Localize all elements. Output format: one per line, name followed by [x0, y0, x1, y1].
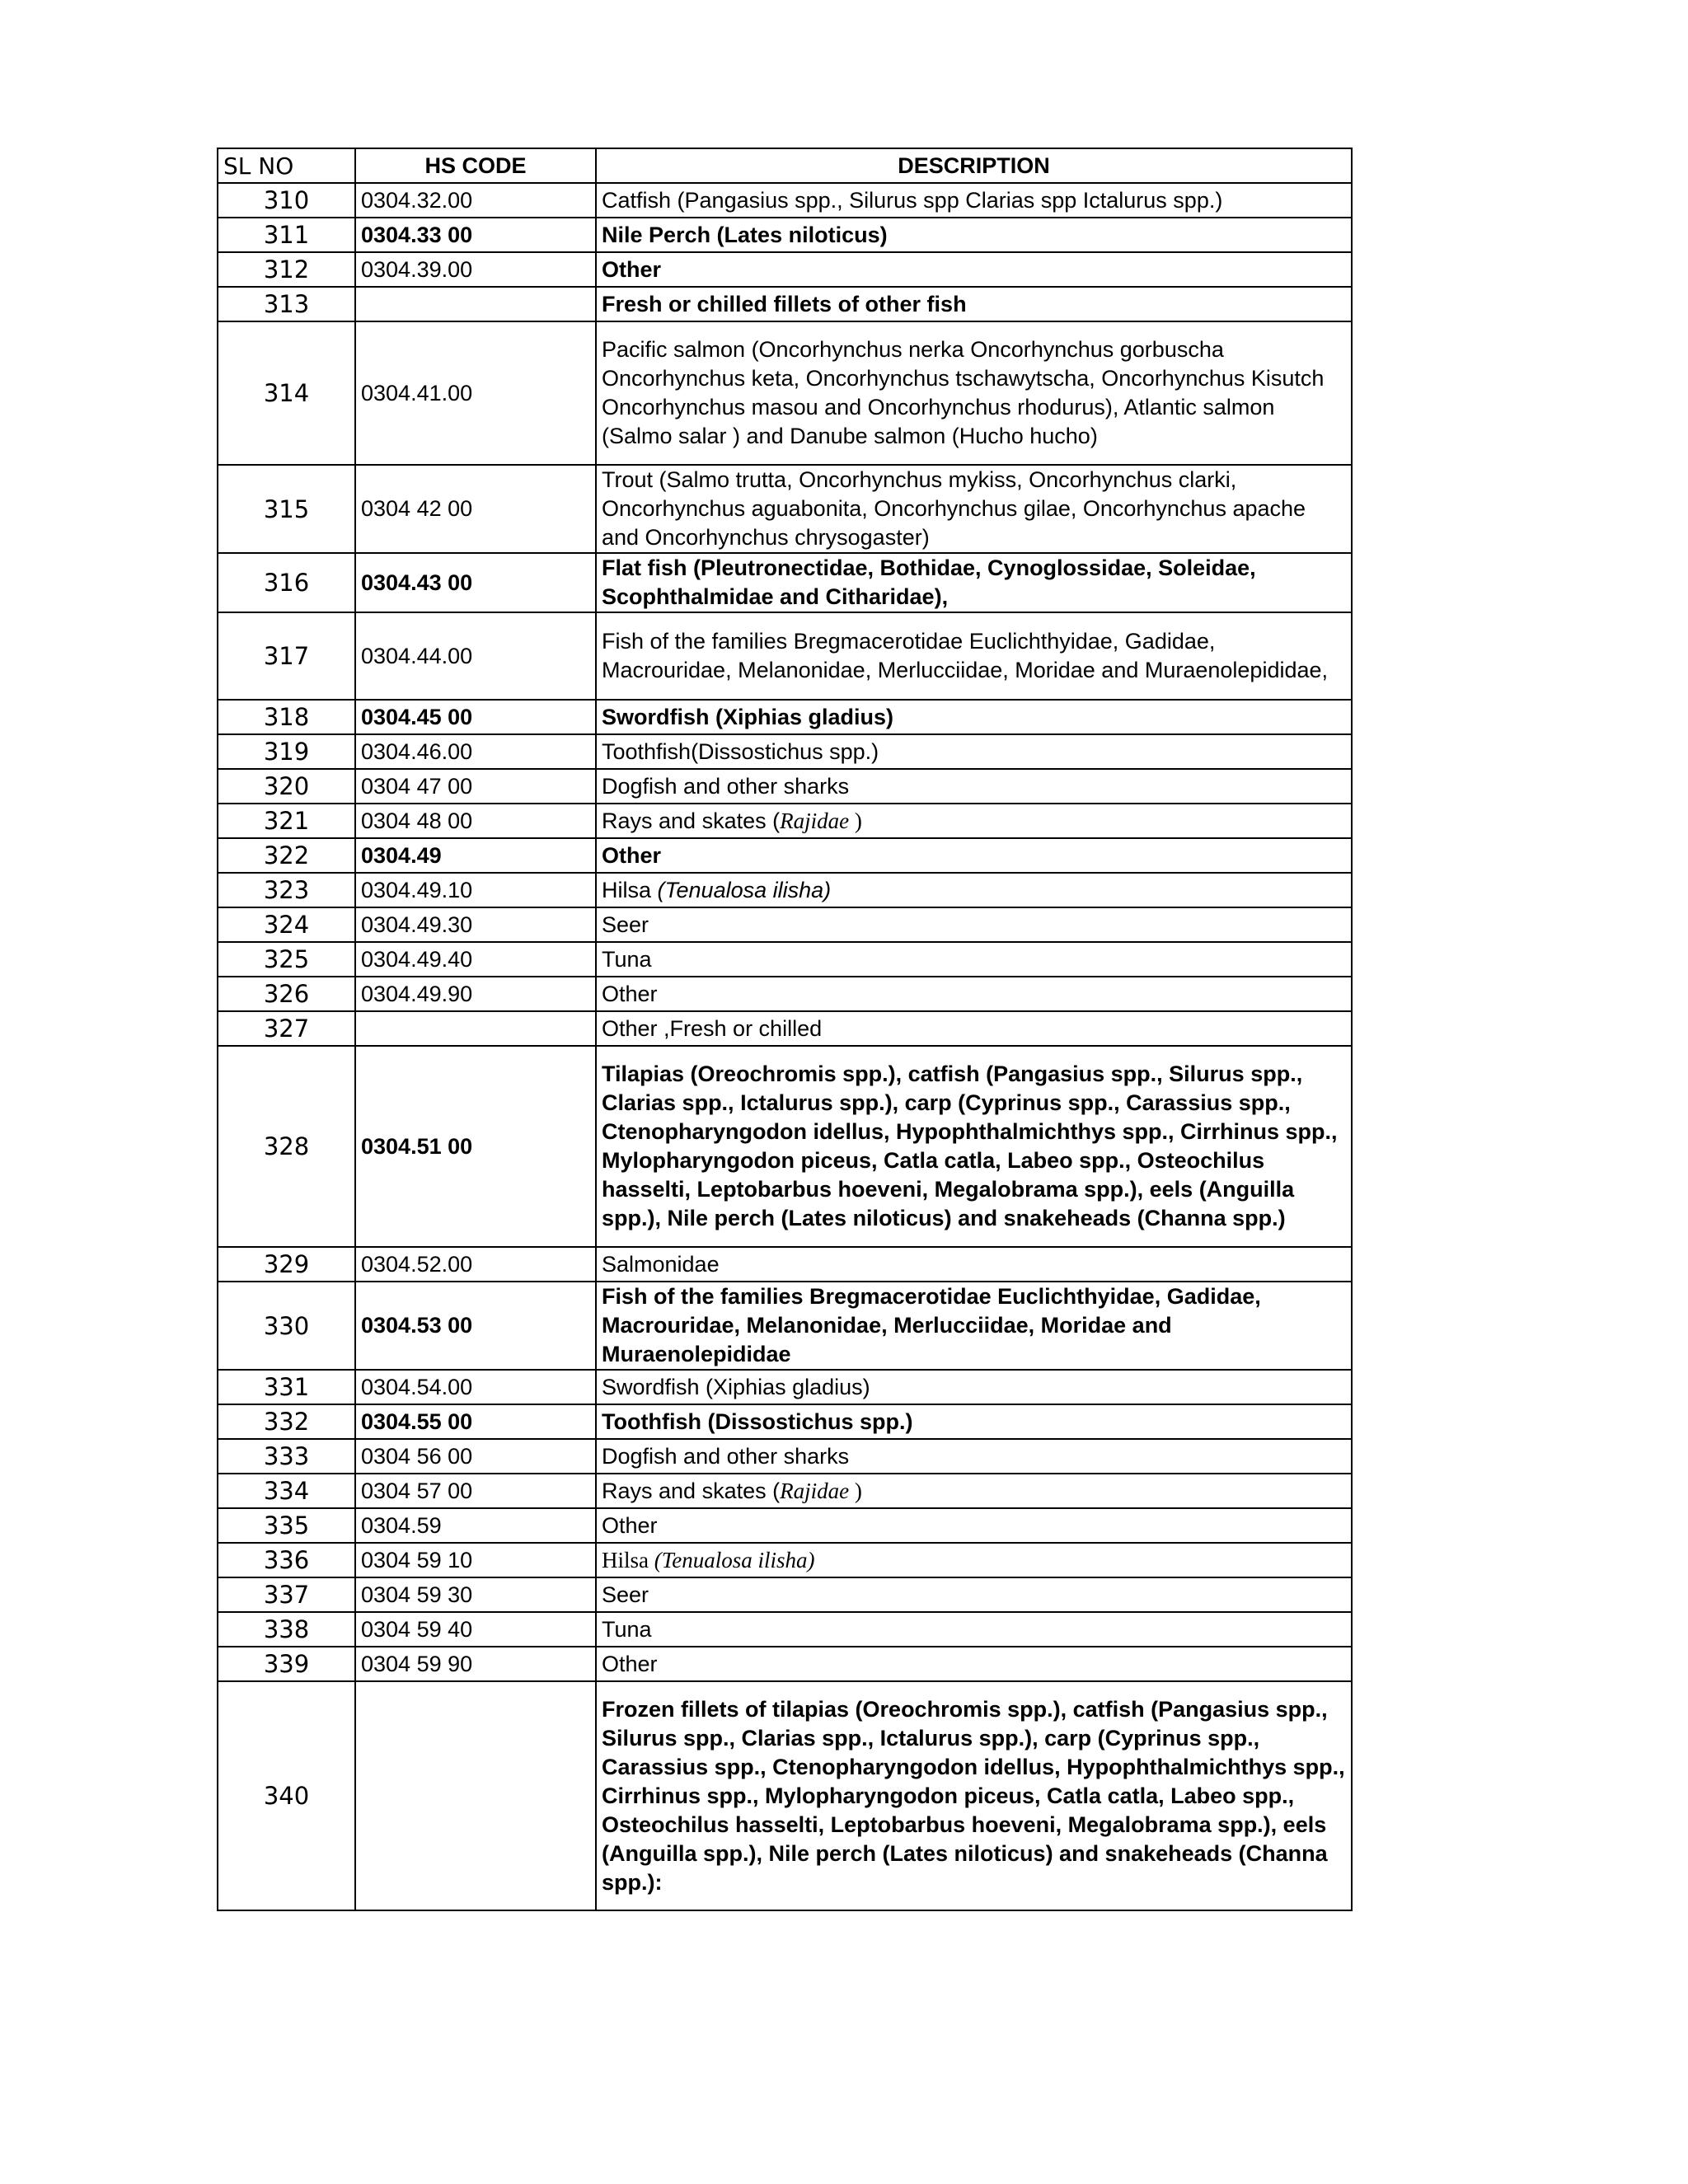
sl-no-cell: 339	[218, 1647, 355, 1681]
description-cell: Salmonidae	[596, 1247, 1352, 1282]
sl-no-cell: 325	[218, 942, 355, 977]
description-cell: Swordfish (Xiphias gladius)	[596, 1370, 1352, 1404]
sl-no-cell: 317	[218, 612, 355, 700]
sl-no-cell: 315	[218, 465, 355, 553]
hs-code-cell: 0304.49.90	[355, 977, 596, 1011]
table-row	[218, 1647, 1352, 1681]
table-row	[218, 907, 1352, 942]
hs-code-cell	[355, 1681, 596, 1910]
description-cell: Other	[596, 838, 1352, 873]
hs-code-cell: 0304.45 00	[355, 700, 596, 734]
description-cell: Fish of the families Bregmacerotidae Euclichthyidae, Gadidae, Macrouridae, Melanonidae, Merlucciidae, Moridae and Muraenolepididae	[596, 1282, 1352, 1370]
hs-code-cell: 0304.49.40	[355, 942, 596, 977]
description-cell: Hilsa (Tenualosa ilisha)	[596, 1543, 1352, 1577]
sl-no-cell: 316	[218, 553, 355, 612]
table-row	[218, 700, 1352, 734]
hs-code-cell: 0304.52.00	[355, 1247, 596, 1282]
description-cell: Fresh or chilled fillets of other fish	[596, 287, 1352, 321]
hs-code-cell: 0304 59 40	[355, 1612, 596, 1647]
hs-code-cell: 0304 47 00	[355, 769, 596, 804]
description-cell: Seer	[596, 1577, 1352, 1612]
description-cell: Hilsa (Tenualosa ilisha)	[596, 873, 1352, 907]
sl-no-cell: 311	[218, 218, 355, 252]
sl-no-cell: 323	[218, 873, 355, 907]
sl-no-cell: 326	[218, 977, 355, 1011]
table-row	[218, 1011, 1352, 1046]
header-hs-code: HS CODE	[355, 148, 596, 183]
sl-no-cell: 331	[218, 1370, 355, 1404]
header-sl-no: SL NO	[218, 148, 355, 183]
hs-code-cell: 0304.43 00	[355, 553, 596, 612]
hs-code-cell: 0304 59 10	[355, 1543, 596, 1577]
sl-no-cell: 320	[218, 769, 355, 804]
hs-code-cell	[355, 287, 596, 321]
sl-no-cell: 330	[218, 1282, 355, 1370]
description-cell: Tilapias (Oreochromis spp.), catfish (Pangasius spp., Silurus spp., Clarias spp., Ictalurus spp.), carp (Cyprinus spp., Carassius spp., Ctenopharyngodon idellus, Hypophthalmichthys spp., Cirrhinus spp., Mylopharyngodon piceus, Catla catla, Labeo spp., Osteochilus hasselti, Leptobarbus hoeveni, Megalobrama spp.), eels (Anguilla spp.), Nile perch (Lates niloticus) and snakeheads (Channa spp.)	[596, 1046, 1352, 1247]
table-row	[218, 1474, 1352, 1508]
table-row	[218, 1508, 1352, 1543]
table-row	[218, 942, 1352, 977]
description-cell: Tuna	[596, 1612, 1352, 1647]
hs-code-cell: 0304.55 00	[355, 1404, 596, 1439]
description-cell: Swordfish (Xiphias gladius)	[596, 700, 1352, 734]
description-cell: Toothfish(Dissostichus spp.)	[596, 734, 1352, 769]
table-row	[218, 252, 1352, 287]
description-cell: Other	[596, 977, 1352, 1011]
sl-no-cell: 332	[218, 1404, 355, 1439]
sl-no-cell: 329	[218, 1247, 355, 1282]
table-row	[218, 1046, 1352, 1247]
hs-code-cell: 0304.59	[355, 1508, 596, 1543]
table-row	[218, 287, 1352, 321]
description-cell: Other ,Fresh or chilled	[596, 1011, 1352, 1046]
sl-no-cell: 324	[218, 907, 355, 942]
hs-code-cell: 0304.49.10	[355, 873, 596, 907]
sl-no-cell: 340	[218, 1681, 355, 1910]
description-cell: Trout (Salmo trutta, Oncorhynchus mykiss, Oncorhynchus clarki, Oncorhynchus aguabonita, Oncorhynchus gilae, Oncorhynchus apache and Oncorhynchus chrysogaster)	[596, 465, 1352, 553]
table-row	[218, 1543, 1352, 1577]
description-cell: Frozen fillets of tilapias (Oreochromis spp.), catfish (Pangasius spp., Silurus spp., Clarias spp., Ictalurus spp.), carp (Cyprinus spp., Carassius spp., Ctenopharyngodon idellus, Hypophthalmichthys spp., Cirrhinus spp., Mylopharyngodon piceus, Catla catla, Labeo spp., Osteochilus hasselti, Leptobarbus hoeveni, Megalobrama spp.), eels (Anguilla spp.), Nile perch (Lates niloticus) and snakeheads (Channa spp.):	[596, 1681, 1352, 1910]
sl-no-cell: 335	[218, 1508, 355, 1543]
table-row	[218, 1370, 1352, 1404]
table-row	[218, 838, 1352, 873]
description-cell: Pacific salmon (Oncorhynchus nerka Oncorhynchus gorbuscha Oncorhynchus keta, Oncorhynchus tschawytscha, Oncorhynchus Kisutch Oncorhynchus masou and Oncorhynchus rhodurus), Atlantic salmon (Salmo salar ) and Danube salmon (Hucho hucho)	[596, 321, 1352, 465]
table-row	[218, 321, 1352, 465]
sl-no-cell: 318	[218, 700, 355, 734]
hs-code-table	[217, 148, 1353, 1911]
hs-code-cell: 0304.54.00	[355, 1370, 596, 1404]
table-header-row	[218, 148, 1352, 183]
table-row	[218, 218, 1352, 252]
table-row	[218, 465, 1352, 553]
description-cell: Fish of the families Bregmacerotidae Euclichthyidae, Gadidae, Macrouridae, Melanonidae, Merlucciidae, Moridae and Muraenolepididae,	[596, 612, 1352, 700]
hs-code-cell	[355, 1011, 596, 1046]
hs-code-cell: 0304 59 30	[355, 1577, 596, 1612]
description-cell: Seer	[596, 907, 1352, 942]
sl-no-cell: 338	[218, 1612, 355, 1647]
hs-code-cell: 0304.41.00	[355, 321, 596, 465]
description-cell: Other	[596, 1508, 1352, 1543]
description-cell: Dogfish and other sharks	[596, 769, 1352, 804]
hs-code-cell: 0304.32.00	[355, 183, 596, 218]
description-cell: Other	[596, 252, 1352, 287]
hs-code-cell: 0304 57 00	[355, 1474, 596, 1508]
sl-no-cell: 319	[218, 734, 355, 769]
table-row	[218, 183, 1352, 218]
hs-code-cell: 0304 56 00	[355, 1439, 596, 1474]
table-row	[218, 1404, 1352, 1439]
table-row	[218, 612, 1352, 700]
sl-no-cell: 310	[218, 183, 355, 218]
hs-code-cell: 0304.33 00	[355, 218, 596, 252]
sl-no-cell: 321	[218, 804, 355, 838]
hs-code-cell: 0304.49.30	[355, 907, 596, 942]
sl-no-cell: 333	[218, 1439, 355, 1474]
table-row	[218, 873, 1352, 907]
hs-code-cell: 0304.46.00	[355, 734, 596, 769]
table-row	[218, 1681, 1352, 1910]
table-row	[218, 1439, 1352, 1474]
sl-no-cell: 328	[218, 1046, 355, 1247]
sl-no-cell: 313	[218, 287, 355, 321]
table-row	[218, 1612, 1352, 1647]
table-row	[218, 769, 1352, 804]
table-row	[218, 1282, 1352, 1370]
hs-code-cell: 0304.44.00	[355, 612, 596, 700]
hs-code-cell: 0304.53 00	[355, 1282, 596, 1370]
sl-no-cell: 334	[218, 1474, 355, 1508]
hs-code-cell: 0304.39.00	[355, 252, 596, 287]
description-cell: Rays and skates (Rajidae )	[596, 804, 1352, 838]
description-cell: Nile Perch (Lates niloticus)	[596, 218, 1352, 252]
hs-code-cell: 0304.51 00	[355, 1046, 596, 1247]
description-cell: Toothfish (Dissostichus spp.)	[596, 1404, 1352, 1439]
description-cell: Dogfish and other sharks	[596, 1439, 1352, 1474]
description-cell: Rays and skates (Rajidae )	[596, 1474, 1352, 1508]
description-cell: Tuna	[596, 942, 1352, 977]
table-row	[218, 804, 1352, 838]
sl-no-cell: 312	[218, 252, 355, 287]
sl-no-cell: 327	[218, 1011, 355, 1046]
table-row	[218, 553, 1352, 612]
sl-no-cell: 336	[218, 1543, 355, 1577]
table-row	[218, 734, 1352, 769]
table-row	[218, 1577, 1352, 1612]
description-cell: Catfish (Pangasius spp., Silurus spp Clarias spp Ictalurus spp.)	[596, 183, 1352, 218]
hs-code-cell: 0304 42 00	[355, 465, 596, 553]
table-row	[218, 1247, 1352, 1282]
hs-code-cell: 0304 48 00	[355, 804, 596, 838]
sl-no-cell: 337	[218, 1577, 355, 1612]
table-row	[218, 977, 1352, 1011]
description-cell: Other	[596, 1647, 1352, 1681]
sl-no-cell: 322	[218, 838, 355, 873]
hs-code-cell: 0304.49	[355, 838, 596, 873]
sl-no-cell: 314	[218, 321, 355, 465]
header-description: DESCRIPTION	[596, 148, 1352, 183]
hs-code-cell: 0304 59 90	[355, 1647, 596, 1681]
description-cell: Flat fish (Pleutronectidae, Bothidae, Cynoglossidae, Soleidae, Scophthalmidae and Citharidae),	[596, 553, 1352, 612]
